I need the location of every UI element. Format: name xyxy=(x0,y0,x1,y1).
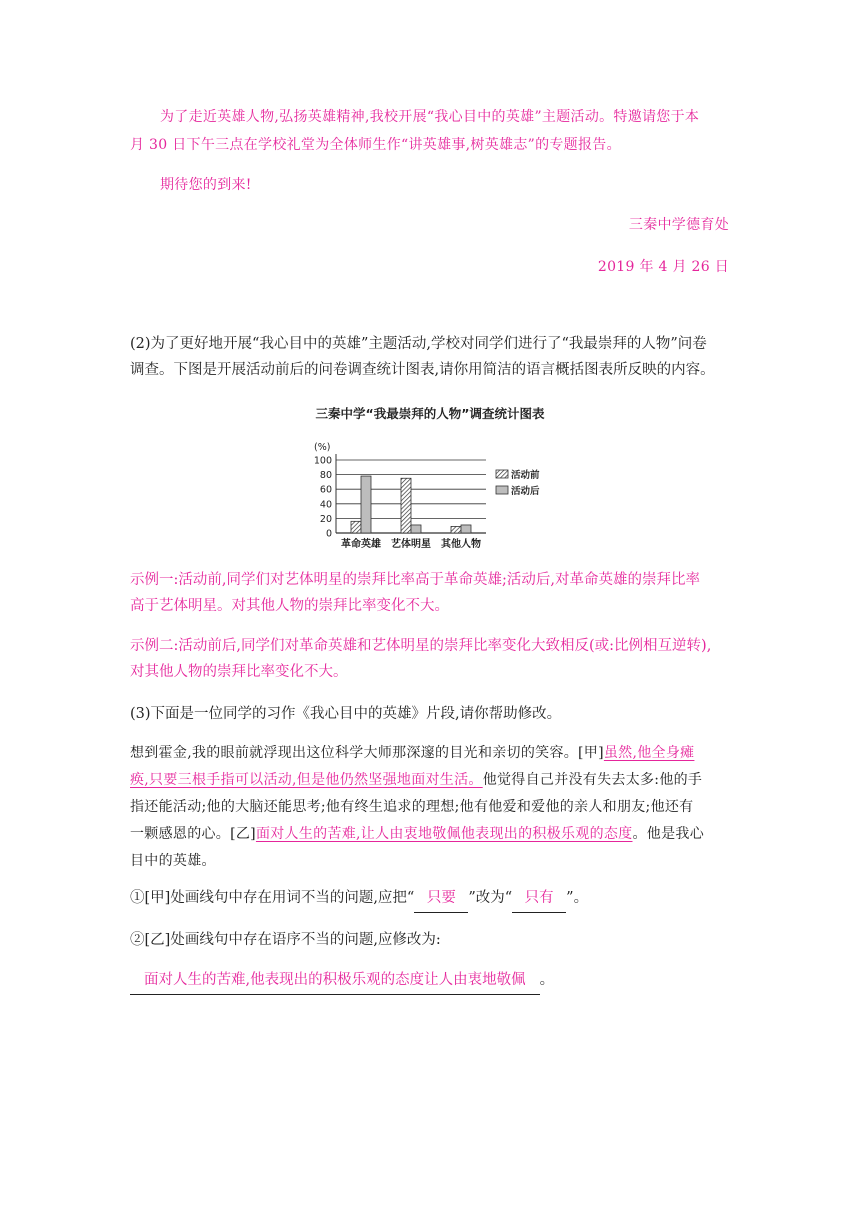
y-tick-label: 40 xyxy=(319,499,332,511)
bar xyxy=(401,478,411,533)
answer-end-punct: 。 xyxy=(539,972,555,988)
passage-text: 。他是我心 xyxy=(632,826,704,842)
passage-line-2 xyxy=(130,767,702,793)
passage-line-4 xyxy=(130,821,704,847)
sub-question-1-text: ”改为“ xyxy=(468,890,513,906)
example-2-line-2: 对其他人物的崇拜比率变化不大。 xyxy=(130,664,348,680)
invitation-line-1: 为了走近英雄人物,弘扬英雄精神,我校开展“我心目中的英雄”主题活动。特邀请您于本 xyxy=(160,109,700,125)
y-tick-label: 20 xyxy=(319,513,332,525)
invitation-date: 2019 年 4 月 26 日 xyxy=(597,259,729,275)
passage-text: 他觉得自己并没有失去太多:他的手 xyxy=(482,772,703,788)
legend-swatch xyxy=(496,470,508,478)
y-axis-unit: (%) xyxy=(314,442,331,453)
x-tick-label: 其他人物 xyxy=(441,539,481,550)
x-tick-label: 艺体明星 xyxy=(391,539,431,550)
chart-title: 三秦中学“我最崇拜的人物”调查统计图表 xyxy=(315,406,545,421)
sub-question-1 xyxy=(130,884,588,913)
answer-blank-3: 面对人生的苦难,他表现出的积极乐观的态度让人由衷地敬佩 xyxy=(130,966,540,995)
sub-question-1-text: ①[甲]处画线句中存在用词不当的问题,应把“ xyxy=(130,890,415,906)
underlined-sentence-yi: 面对人生的苦难,让人由衷地敬佩他表现出的积极乐观的态度 xyxy=(255,826,633,842)
passage-line-5: 目中的英雄。 xyxy=(130,853,216,869)
y-tick-label: 60 xyxy=(319,484,332,496)
y-tick-label: 100 xyxy=(313,455,332,467)
bar xyxy=(361,476,371,533)
q2-line-2: 调查。下图是开展活动前后的问卷调查统计图表,请你用简洁的语言概括图表所反映的内容。 xyxy=(130,362,715,378)
answer-blank-1: 只要 xyxy=(414,884,468,913)
bar xyxy=(451,526,461,533)
q3-intro: (3)下面是一位同学的习作《我心目中的英雄》片段,请你帮助修改。 xyxy=(130,706,562,722)
bar xyxy=(351,521,361,533)
passage-line-3: 指还能活动;他的大脑还能思考;他有终生追求的理想;他有他爱和爱他的亲人和朋友;他还有 xyxy=(130,799,694,815)
q2-line-1: (2)为了更好地开展“我心目中的英雄”主题活动,学校对同学们进行了“我最崇拜的人物”问卷 xyxy=(130,336,707,352)
passage-line-1 xyxy=(130,740,694,766)
invitation-line-2: 月 30 日下午三点在学校礼堂为全体师生作“讲英雄事,树英雄志”的专题报告。 xyxy=(130,137,621,153)
x-tick-label: 革命英雄 xyxy=(341,539,381,550)
underlined-sentence-jia-cont: 痪,只要三根手指可以活动,但是他仍然坚强地面对生活。 xyxy=(130,772,483,788)
y-tick-label: 0 xyxy=(325,528,332,540)
invitation-line-3: 期待您的到来! xyxy=(160,177,252,193)
answer-blank-2: 只有 xyxy=(512,884,566,913)
legend-label: 活动前 xyxy=(511,470,540,481)
example-1-line-2: 高于艺体明星。对其他人物的崇拜比率变化不大。 xyxy=(130,598,449,614)
legend-swatch xyxy=(496,486,508,494)
y-tick-label: 80 xyxy=(319,470,332,482)
underlined-sentence-jia: 虽然,他全身瘫 xyxy=(603,745,695,761)
legend-label: 活动后 xyxy=(511,486,540,497)
bar xyxy=(461,525,471,533)
passage-text: 一颗感恩的心。[乙] xyxy=(130,826,256,842)
sub-question-1-text: ”。 xyxy=(566,890,589,906)
bar-chart xyxy=(300,436,570,554)
bar xyxy=(411,525,421,533)
example-1-line-1: 示例一:活动前,同学们对艺体明星的崇拜比率高于革命英雄;活动后,对革命英雄的崇拜比率 xyxy=(130,572,700,588)
example-2-line-1: 示例二:活动前后,同学们对革命英雄和艺体明星的崇拜比率变化大致相反(或:比例相互逆转), xyxy=(130,638,712,654)
passage-text: 想到霍金,我的眼前就浮现出这位科学大师那深邃的目光和亲切的笑容。[甲] xyxy=(130,745,604,761)
sub-question-2-answer-line xyxy=(130,966,554,995)
invitation-signature: 三秦中学德育处 xyxy=(628,217,729,233)
sub-question-2: ②[乙]处画线句中存在语序不当的问题,应修改为: xyxy=(130,932,441,948)
